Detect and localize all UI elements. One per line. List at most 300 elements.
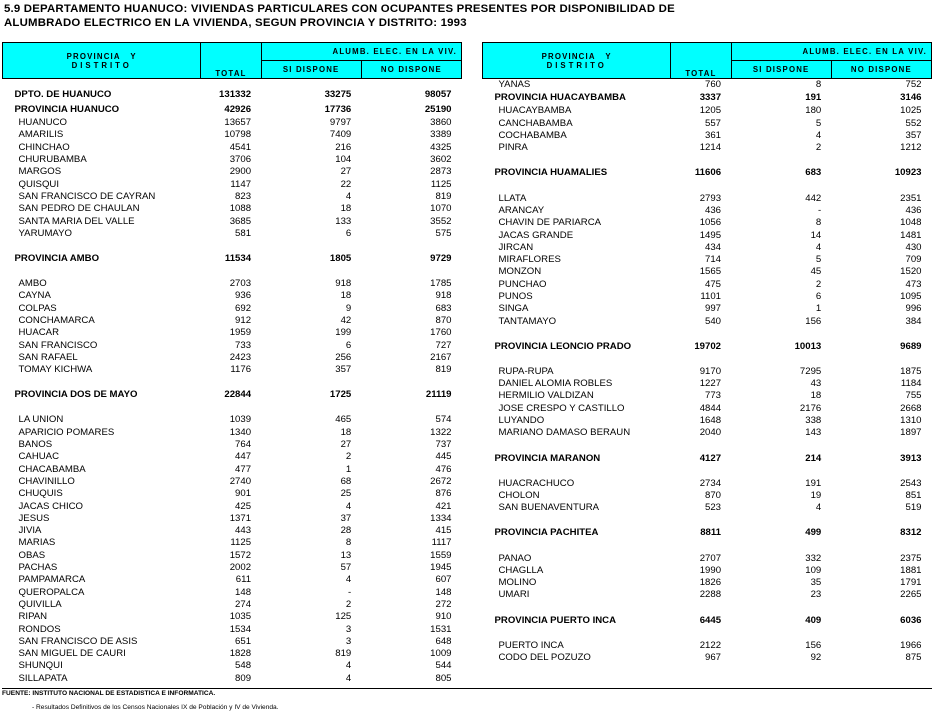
provincia-row	[3, 103, 462, 117]
name-cell: PROVINCIA MARANON	[494, 452, 601, 464]
name-cell: COLPAS	[18, 302, 57, 314]
header-alumbrado: ALUMB. ELEC. EN LA VIV.	[261, 43, 461, 61]
header-provincia-distrito	[3, 43, 201, 79]
total-cell: 2707	[699, 552, 722, 564]
name-cell: CHUQUIS	[18, 488, 63, 500]
total-cell: 1035	[229, 611, 252, 623]
no-dispone-cell: 430	[905, 241, 922, 253]
total-cell: 361	[705, 130, 722, 142]
si-dispone-cell: 9	[345, 302, 352, 314]
distrito-row	[3, 513, 462, 525]
name-cell: CHAGLLA	[498, 564, 544, 576]
name-cell: TOMAY KICHWA	[18, 364, 93, 376]
header-total: TOTAL	[671, 43, 731, 79]
no-dispone-cell: 683	[435, 302, 452, 314]
name-cell: PUNOS	[498, 291, 533, 302]
header-distrito: DISTRITO	[71, 60, 132, 70]
no-dispone-cell: 3552	[430, 215, 452, 227]
right-table	[482, 42, 932, 664]
total-cell: 9170	[699, 365, 722, 377]
si-dispone-cell: 2176	[799, 402, 822, 414]
no-dispone-cell: 384	[905, 315, 922, 327]
distrito-row	[483, 652, 932, 664]
si-dispone-cell: 27	[340, 439, 352, 451]
si-dispone-cell: 109	[805, 564, 822, 576]
si-dispone-cell: 1	[815, 303, 822, 315]
total-cell: 870	[705, 489, 722, 501]
no-dispone-cell: 1559	[430, 549, 452, 561]
no-dispone-cell: 648	[435, 635, 452, 647]
name-cell: MIRAFLORES	[498, 254, 561, 266]
distrito-row	[3, 550, 462, 562]
name-cell: AMBO	[18, 278, 47, 290]
name-cell: CANCHABAMBA	[498, 117, 573, 129]
si-dispone-cell: 683	[805, 167, 822, 179]
name-cell: JACAS CHICO	[18, 500, 84, 512]
total-cell: 2040	[699, 427, 722, 439]
name-cell: DPTO. DE HUANUCO	[14, 89, 112, 100]
no-dispone-cell: 2265	[900, 589, 922, 601]
no-dispone-cell: 727	[435, 339, 452, 351]
name-cell: SAN FRANCISCO DE CAYRAN	[18, 190, 156, 202]
total-cell: 901	[235, 488, 252, 500]
total-cell: 523	[705, 502, 722, 514]
si-dispone-cell: 4	[345, 574, 352, 586]
distrito-row	[3, 303, 462, 315]
total-cell: 2288	[699, 589, 722, 601]
no-dispone-cell: 3860	[430, 117, 452, 129]
si-dispone-cell: 43	[810, 378, 822, 390]
no-dispone-cell: 805	[435, 672, 452, 684]
no-dispone-cell: 1760	[430, 327, 452, 339]
si-dispone-cell: 133	[335, 215, 352, 227]
header-provincia: PROVINCIA Y	[541, 51, 612, 61]
no-dispone-cell: 436	[905, 204, 922, 216]
si-dispone-cell: 4	[345, 190, 352, 202]
si-dispone-cell: 143	[805, 427, 822, 439]
total-cell: 1371	[229, 512, 252, 524]
distrito-row	[3, 203, 462, 215]
si-dispone-cell: 5	[815, 254, 822, 266]
si-dispone-cell: -	[818, 204, 822, 216]
no-dispone-cell: 421	[435, 500, 452, 512]
provincia-row	[483, 614, 932, 628]
total-cell: 1205	[699, 105, 722, 117]
name-cell: HUACAR	[18, 327, 60, 339]
si-dispone-cell: 918	[335, 278, 352, 290]
distrito-row	[3, 191, 462, 203]
total-cell: 443	[235, 525, 252, 537]
si-dispone-cell: 4	[815, 241, 822, 253]
total-cell: 475	[705, 278, 722, 290]
si-dispone-cell: 1	[345, 463, 352, 475]
si-dispone-cell: 465	[335, 414, 352, 426]
distrito-row	[3, 648, 462, 660]
si-dispone-cell: 2	[815, 142, 822, 154]
si-dispone-cell: 4	[815, 502, 822, 514]
no-dispone-cell: 272	[435, 598, 452, 610]
distrito-row	[3, 215, 462, 227]
name-cell: COCHABAMBA	[498, 130, 567, 142]
si-dispone-cell: 199	[335, 327, 352, 339]
name-cell: MARIANO DAMASO BERAUN	[498, 427, 631, 439]
spacer-cell	[3, 266, 462, 278]
si-dispone-cell: 17736	[324, 104, 352, 115]
no-dispone-cell: 2672	[430, 475, 452, 487]
total-cell: 936	[235, 290, 252, 302]
si-dispone-cell: 10013	[794, 340, 822, 352]
name-cell: CODO DEL POZUZO	[498, 652, 591, 664]
distrito-row	[3, 500, 462, 512]
no-dispone-cell: 709	[905, 254, 922, 266]
total-cell: 611	[235, 574, 252, 586]
distrito-row	[3, 599, 462, 611]
distrito-row	[3, 439, 462, 451]
spacer-row	[483, 540, 932, 552]
no-dispone-cell: 1095	[900, 291, 922, 302]
no-dispone-cell: 148	[435, 586, 452, 598]
distrito-row	[3, 178, 462, 190]
total-cell: 3706	[229, 154, 252, 166]
no-dispone-cell: 1184	[900, 378, 922, 390]
name-cell: RIPAN	[18, 611, 48, 623]
distrito-row	[483, 242, 932, 254]
distrito-row	[3, 488, 462, 500]
spacer-row	[483, 180, 932, 192]
si-dispone-cell: 332	[805, 552, 822, 564]
provincia-row	[483, 166, 932, 180]
si-dispone-cell: 19	[810, 489, 822, 501]
si-dispone-cell: 42	[340, 315, 352, 326]
name-cell: HUANUCO	[18, 117, 68, 129]
distrito-row	[3, 117, 462, 129]
si-dispone-cell: 23	[810, 589, 822, 601]
name-cell: CHACABAMBA	[18, 463, 86, 475]
name-cell: PUNCHAO	[498, 278, 547, 290]
name-cell: UMARI	[498, 589, 530, 601]
name-cell: JOSE CRESPO Y CASTILLO	[498, 402, 625, 414]
si-dispone-cell: 104	[335, 154, 352, 166]
no-dispone-cell: 3602	[430, 154, 452, 166]
distrito-row	[483, 291, 932, 303]
distrito-row	[3, 537, 462, 549]
no-dispone-cell: 1531	[430, 623, 452, 635]
total-cell: 2423	[229, 351, 252, 363]
total-cell: 809	[235, 672, 252, 684]
left-table-body	[3, 79, 462, 685]
distrito-row	[483, 403, 932, 415]
spacer-row	[3, 376, 462, 388]
si-dispone-cell: 338	[805, 415, 822, 427]
distrito-row	[3, 142, 462, 154]
total-cell: 557	[705, 117, 722, 129]
spacer-row	[483, 154, 932, 166]
spacer-cell	[483, 354, 932, 366]
name-cell: LLATA	[498, 192, 527, 204]
si-dispone-cell: 7295	[799, 365, 822, 377]
no-dispone-cell: 1481	[900, 229, 922, 241]
no-dispone-cell: 1125	[430, 178, 452, 190]
total-cell: 2122	[699, 639, 722, 651]
spacer-cell	[483, 180, 932, 192]
total-cell: 42926	[224, 104, 252, 115]
total-cell: 2793	[699, 192, 722, 204]
name-cell: PROVINCIA PUERTO INCA	[494, 614, 617, 626]
total-cell: 1990	[699, 564, 722, 576]
name-cell: OBAS	[18, 549, 46, 561]
name-cell: TANTAMAYO	[498, 315, 557, 327]
si-dispone-cell: 2	[345, 598, 352, 610]
distrito-row	[3, 166, 462, 178]
no-dispone-cell: 3913	[900, 452, 922, 464]
si-dispone-cell: 499	[805, 527, 822, 539]
name-cell: PUERTO INCA	[498, 639, 564, 651]
name-cell: RONDOS	[18, 623, 61, 635]
distrito-row	[483, 303, 932, 315]
header-no-dispone: NO DISPONE	[831, 61, 931, 79]
si-dispone-cell: 37	[340, 512, 352, 524]
total-cell: 1101	[700, 291, 722, 302]
total-cell: 11606	[694, 167, 722, 179]
distrito-row	[3, 414, 462, 426]
total-cell: 1826	[699, 577, 722, 589]
si-dispone-cell: 9797	[329, 117, 352, 129]
si-dispone-cell: 22	[340, 178, 352, 190]
distrito-row	[483, 552, 932, 564]
no-dispone-cell: 2375	[900, 552, 922, 564]
si-dispone-cell: 409	[805, 614, 822, 626]
name-cell: SHUNQUI	[18, 660, 63, 672]
distrito-row	[3, 525, 462, 537]
no-dispone-cell: 4325	[430, 141, 452, 153]
si-dispone-cell: 1725	[329, 389, 352, 401]
distrito-row	[483, 254, 932, 266]
total-cell: 425	[235, 500, 252, 512]
name-cell: PROVINCIA HUAMALIES	[494, 167, 608, 179]
si-dispone-cell: 25	[340, 488, 352, 500]
spacer-cell	[483, 328, 932, 340]
name-cell: PANAO	[498, 552, 532, 564]
no-dispone-cell: 98057	[424, 89, 452, 100]
si-dispone-cell: 27	[340, 166, 352, 178]
name-cell: JIVIA	[18, 525, 42, 537]
total-cell: 13657	[224, 117, 252, 129]
total-cell: 692	[235, 302, 252, 314]
total-cell: 1227	[699, 378, 722, 390]
distrito-row	[3, 673, 462, 685]
no-dispone-cell: 1966	[900, 639, 922, 651]
distrito-row	[483, 427, 932, 439]
distrito-row	[3, 339, 462, 351]
si-dispone-cell: 4	[345, 672, 352, 684]
si-dispone-cell: 35	[810, 577, 822, 589]
si-dispone-cell: 156	[805, 315, 822, 327]
spacer-cell	[483, 628, 932, 640]
total-cell: 2002	[229, 562, 252, 574]
spacer-cell	[3, 376, 462, 388]
total-cell: 912	[235, 315, 252, 326]
total-cell: 1340	[229, 426, 252, 438]
total-cell: 22844	[224, 389, 252, 401]
distrito-row	[483, 142, 932, 154]
no-dispone-cell: 473	[905, 278, 922, 290]
distrito-row	[3, 451, 462, 463]
total-cell: 581	[235, 227, 252, 239]
total-cell: 1088	[229, 203, 252, 215]
si-dispone-cell: 45	[810, 266, 822, 278]
no-dispone-cell: 851	[905, 489, 922, 501]
no-dispone-cell: 1025	[900, 105, 922, 117]
name-cell: MARGOS	[18, 166, 62, 178]
no-dispone-cell: 910	[435, 611, 452, 623]
no-dispone-cell: 1009	[430, 648, 452, 660]
name-cell: JACAS GRANDE	[498, 229, 574, 241]
name-cell: RUPA-RUPA	[498, 365, 554, 377]
no-dispone-cell: 8312	[900, 527, 922, 539]
distrito-row	[483, 315, 932, 327]
no-dispone-cell: 1881	[900, 564, 922, 576]
total-cell: 148	[235, 586, 252, 598]
no-dispone-cell: 918	[435, 290, 452, 302]
distrito-row	[3, 587, 462, 599]
total-cell: 1125	[230, 537, 252, 549]
distrito-row	[483, 366, 932, 378]
no-dispone-cell: 1310	[900, 415, 922, 427]
name-cell: PROVINCIA DOS DE MAYO	[14, 389, 138, 401]
name-cell: QUISQUI	[18, 178, 60, 190]
name-cell: QUIVILLA	[18, 598, 62, 610]
spacer-row	[483, 328, 932, 340]
si-dispone-cell: 125	[335, 611, 352, 623]
no-dispone-cell: 544	[435, 660, 452, 672]
no-dispone-cell: 876	[435, 488, 452, 500]
distrito-row	[3, 636, 462, 648]
no-dispone-cell: 819	[435, 190, 452, 202]
no-dispone-cell: 1791	[900, 577, 922, 589]
distrito-row	[483, 640, 932, 652]
si-dispone-cell: 180	[805, 105, 822, 117]
spacer-row	[483, 354, 932, 366]
name-cell: HERMILIO VALDIZAN	[498, 390, 594, 402]
distrito-row	[483, 502, 932, 514]
total-cell: 1828	[229, 648, 252, 660]
si-dispone-cell: 5	[815, 117, 822, 129]
no-dispone-cell: 21119	[425, 389, 452, 401]
distrito-row	[3, 290, 462, 302]
si-dispone-cell: 18	[810, 390, 822, 402]
header-total: TOTAL	[201, 43, 261, 79]
distrito-row	[3, 278, 462, 290]
total-cell: 19702	[694, 340, 722, 352]
name-cell: PROVINCIA PACHITEA	[494, 527, 599, 539]
si-dispone-cell: 8	[345, 537, 352, 549]
name-cell: SANTA MARIA DEL VALLE	[18, 215, 135, 227]
distrito-row	[483, 192, 932, 204]
name-cell: JESUS	[18, 512, 50, 524]
distrito-row	[483, 390, 932, 402]
si-dispone-cell: -	[348, 586, 352, 598]
si-dispone-cell: 18	[340, 290, 352, 302]
name-cell: CAHUAC	[18, 451, 60, 463]
no-dispone-cell: 476	[435, 463, 452, 475]
name-cell: YANAS	[498, 79, 531, 91]
total-cell: 764	[235, 439, 252, 451]
no-dispone-cell: 552	[905, 117, 922, 129]
spacer-row	[483, 602, 932, 614]
si-dispone-cell: 357	[335, 364, 352, 376]
distrito-row	[3, 611, 462, 623]
name-cell: MOLINO	[498, 577, 537, 589]
total-cell: 10798	[224, 129, 252, 141]
no-dispone-cell: 819	[435, 364, 452, 376]
name-cell: SAN BUENAVENTURA	[498, 502, 600, 514]
name-cell: PAMPAMARCA	[18, 574, 86, 586]
no-dispone-cell: 2167	[430, 351, 452, 363]
distrito-row	[483, 266, 932, 278]
no-dispone-cell: 1322	[430, 426, 452, 438]
total-cell: 1056	[699, 217, 722, 229]
distrito-row	[3, 464, 462, 476]
title-line-1: 5.9 DEPARTAMENTO HUANUCO: VIVIENDAS PARTICULARES CON OCUPANTES PRESENTES POR DISPONIBILIDAD DE	[4, 3, 675, 15]
total-cell: 3685	[229, 215, 252, 227]
total-cell: 1176	[230, 364, 252, 376]
total-cell: 8811	[700, 527, 722, 539]
total-cell: 1147	[230, 178, 252, 190]
si-dispone-cell: 191	[805, 477, 822, 489]
distrito-row	[483, 205, 932, 217]
no-dispone-cell: 752	[905, 79, 922, 91]
name-cell: CHOLON	[498, 489, 540, 501]
header-provincia-distrito	[483, 43, 671, 79]
header-alumbrado: ALUMB. ELEC. EN LA VIV.	[731, 43, 931, 61]
si-dispone-cell: 18	[340, 203, 352, 215]
name-cell: AMARILIS	[18, 129, 64, 141]
spacer-row	[483, 514, 932, 526]
name-cell: SAN FRANCISCO	[18, 339, 98, 351]
distrito-row	[3, 562, 462, 574]
si-dispone-cell: 442	[805, 192, 822, 204]
no-dispone-cell: 1117	[431, 537, 452, 549]
name-cell: MARIAS	[18, 537, 56, 549]
total-cell: 823	[235, 190, 252, 202]
distrito-row	[483, 217, 932, 229]
total-cell: 4541	[229, 141, 252, 153]
no-dispone-cell: 755	[905, 390, 922, 402]
si-dispone-cell: 6	[815, 291, 822, 302]
provincia-row	[483, 526, 932, 540]
name-cell: LUYANDO	[498, 415, 545, 427]
name-cell: DANIEL ALOMIA ROBLES	[498, 378, 613, 390]
no-dispone-cell: 2873	[430, 166, 452, 178]
total-cell: 4844	[699, 402, 722, 414]
name-cell: QUEROPALCA	[18, 586, 85, 598]
name-cell: PACHAS	[18, 562, 58, 574]
name-cell: CAYNA	[18, 290, 51, 302]
name-cell: SINGA	[498, 303, 529, 315]
si-dispone-cell: 2	[815, 278, 822, 290]
distrito-row	[3, 427, 462, 439]
no-dispone-cell: 996	[905, 303, 922, 315]
total-cell: 4127	[699, 452, 722, 464]
total-cell: 477	[235, 463, 252, 475]
total-cell: 733	[235, 339, 252, 351]
header-provincia: PROVINCIA Y	[66, 51, 137, 61]
total-cell: 1495	[699, 229, 722, 241]
si-dispone-cell: 191	[805, 92, 822, 104]
total-cell: 2703	[229, 278, 252, 290]
si-dispone-cell: 33275	[324, 89, 352, 100]
distrito-row	[3, 364, 462, 376]
